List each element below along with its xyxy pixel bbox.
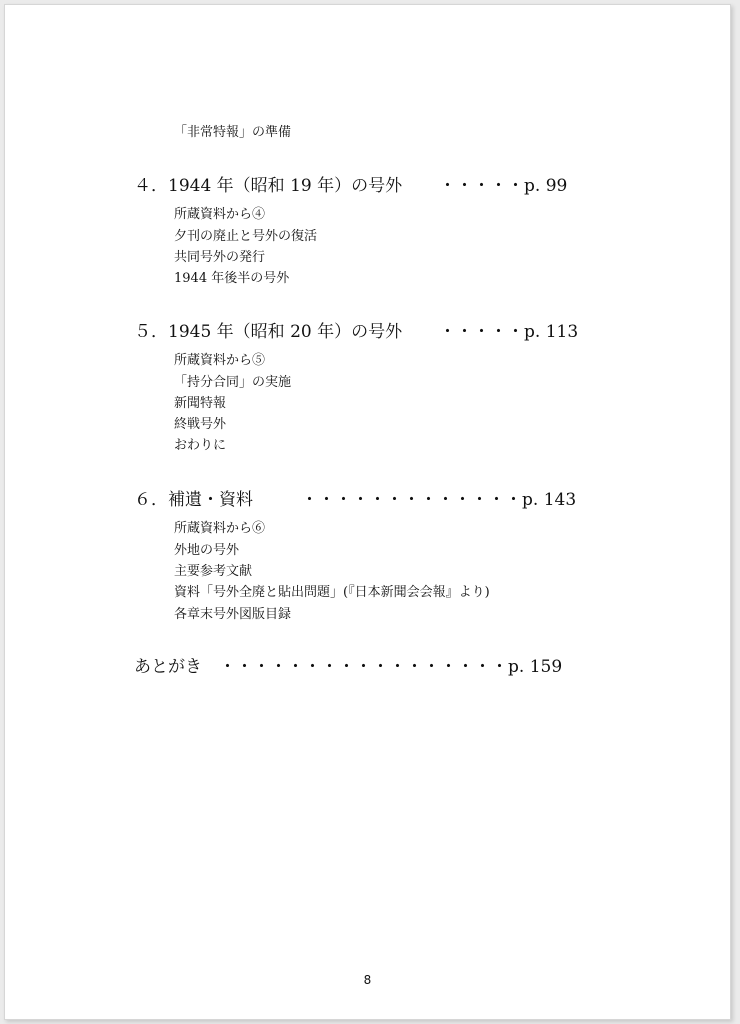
toc-section-heading [134,485,253,510]
toc-subitem: 主要参考文献 [174,564,253,579]
toc-subitem: 「持分合同」の実施 [174,375,292,390]
toc-subitem: 夕刊の廃止と号外の復活 [174,229,318,244]
toc-leader-page: ・・・・・p. 99 [439,176,568,196]
toc-subitem: 共同号外の発行 [174,250,266,265]
section-title: ４．1944 年（昭和 19 年）の号外 [134,176,403,196]
afterword-title: あとがき [134,657,202,677]
section-title: ６．補遺・資料 [134,490,253,510]
toc-subitem: 資料「号外全廃と貼出問題」(『日本新聞会会報』より) [174,585,490,600]
toc-subitem: 「非常特報」の準備 [174,125,292,140]
toc-subitem: 所蔵資料から④ [174,207,266,222]
toc-subitem: 外地の号外 [174,543,240,558]
toc-leader-page: ・・・・・・・・・・・・・・・・・p. 159 [219,657,563,677]
toc-subitem: 各章末号外図版目録 [174,607,292,622]
toc-leader-page: ・・・・・p. 113 [439,322,579,342]
toc-subitem: 1944 年後半の号外 [174,271,290,286]
document-page [4,4,731,1020]
toc-section-heading [134,171,402,196]
toc-leader-page: ・・・・・・・・・・・・・p. 143 [301,490,577,510]
toc-subitem: 新聞特報 [174,396,227,411]
toc-subitem: 所蔵資料から⑤ [174,353,266,368]
section-title: ５．1945 年（昭和 20 年）の号外 [134,322,403,342]
toc-subitem: おわりに [174,438,227,453]
toc-afterword-heading [134,652,202,677]
toc-section-heading [134,317,402,342]
toc-subitem: 終戦号外 [174,417,227,432]
toc-subitem: 所蔵資料から⑥ [174,521,266,536]
page-number: 8 [363,973,372,987]
